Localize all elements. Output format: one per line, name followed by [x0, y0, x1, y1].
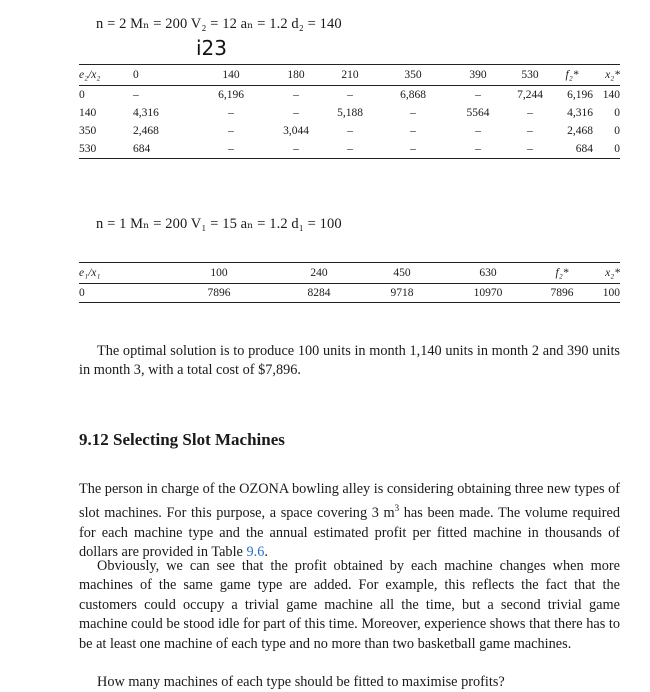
table-row — [79, 284, 620, 303]
f-star: 684 — [551, 140, 593, 159]
cell: – — [447, 140, 509, 159]
section-paragraph-3: How many machines of each type should be fitted to maximise profits? — [97, 674, 505, 690]
section-heading: 9.12 Selecting Slot Machines — [79, 430, 285, 449]
x-header: 0 — [133, 65, 191, 86]
cell: – — [347, 89, 353, 101]
row-e: 140 — [79, 107, 97, 119]
f-star-header: f₂* — [551, 65, 593, 86]
stage2-header-row — [79, 65, 620, 86]
cell: – — [410, 125, 416, 137]
cell: 10970 — [445, 284, 531, 303]
table-row — [79, 86, 620, 105]
f-star: 2,468 — [567, 125, 593, 137]
p1-mid: has been made. The volume required for each machine type and the annual estimated profit per fitted machine in thousands of dollars are provided in Table — [79, 505, 620, 560]
x-star: 0 — [593, 140, 620, 159]
table-reference-link[interactable]: 9.6 — [246, 543, 265, 560]
x-header: 240 — [279, 263, 359, 284]
cell: 9718 — [359, 284, 445, 303]
stage1-header-row — [79, 263, 620, 284]
table-row — [79, 122, 620, 140]
row-e: 0 — [79, 284, 159, 303]
cell: 7,244 — [517, 89, 543, 101]
cell: – — [379, 140, 447, 159]
cell: – — [475, 89, 481, 101]
row-e: 350 — [79, 125, 97, 137]
cell: – — [191, 140, 271, 159]
cell: – — [271, 140, 321, 159]
x-header: 100 — [159, 263, 279, 284]
section-paragraph-2: Obviously, we can see that the profit obtained by each machine changes when more machines of the same game type are added. For example, this reflects the fact that the customers could occupy a trivial game machine all the time, but a second trivial game machine could be stood idle for part of this time. Moreover, experience shows that there has to be at least one machine of each type and no more than two basketball game machines. — [79, 558, 620, 652]
cell: 684 — [133, 140, 191, 159]
x-star: 0 — [614, 107, 620, 119]
x-header: 210 — [321, 65, 379, 86]
cell: – — [321, 140, 379, 159]
row-e: 0 — [79, 89, 85, 101]
cell: – — [509, 140, 551, 159]
cell: 8284 — [279, 284, 359, 303]
cell: – — [293, 89, 299, 101]
cell: – — [228, 125, 234, 137]
cell: – — [133, 89, 139, 101]
conclusion-paragraph: The optimal solution is to produce 100 units in month 1,140 units in month 2 and 390 units in month 3, with a total cost of $7,896. — [79, 343, 620, 379]
x-header: 630 — [445, 263, 531, 284]
x-header: 450 — [359, 263, 445, 284]
table-row — [79, 140, 620, 159]
cell: 4,316 — [133, 107, 159, 119]
p1-end: . — [264, 543, 268, 560]
cell: 3,044 — [283, 125, 309, 137]
cell: – — [293, 107, 299, 119]
x-header: 530 — [509, 65, 551, 86]
p1-start: The person in charge of the OZONA bowling alley is considering obtaining three new types of slot machines. For this purpose, a space covering 3 m — [79, 481, 620, 522]
p1-superscript: 3 — [394, 503, 400, 514]
table-row — [79, 104, 620, 122]
f-star: 4,316 — [567, 107, 593, 119]
corner-label: e₁/x₁ — [79, 263, 159, 284]
cell: – — [228, 107, 234, 119]
stage1-equation: n = 1 Mₙ = 200 V₁ = 15 aₙ = 1.2 d₁ = 100 — [96, 216, 342, 232]
row-e: 530 — [79, 140, 133, 159]
cell: – — [347, 125, 353, 137]
x-star-header: x₂* — [593, 65, 620, 86]
x-header: 390 — [447, 65, 509, 86]
cell: 2,468 — [133, 125, 159, 137]
x-header: 350 — [379, 65, 447, 86]
x-star: 0 — [614, 125, 620, 137]
cell: – — [527, 125, 533, 137]
cell: 7896 — [159, 284, 279, 303]
cell: 5,188 — [337, 107, 363, 119]
cell: – — [527, 107, 533, 119]
stage2-table — [79, 64, 620, 159]
cell: 6,196 — [218, 89, 244, 101]
cell: – — [475, 125, 481, 137]
f-star-header: f₂* — [531, 263, 593, 284]
handwritten-note: i23 — [196, 36, 228, 60]
cell: – — [410, 107, 416, 119]
cell: 6,868 — [400, 89, 426, 101]
stage1-table — [79, 262, 620, 303]
f-star: 6,196 — [567, 89, 593, 101]
section-paragraph-1 — [79, 480, 620, 562]
x-star-header: x₂* — [593, 263, 620, 284]
x-star: 140 — [602, 89, 620, 101]
x-header: 180 — [271, 65, 321, 86]
x-header: 140 — [191, 65, 271, 86]
f-star: 7896 — [531, 284, 593, 303]
corner-label: e₂/x₂ — [79, 65, 133, 86]
stage2-equation: n = 2 Mₙ = 200 V₂ = 12 aₙ = 1.2 d₂ = 140 — [96, 16, 342, 32]
x-star: 100 — [593, 284, 620, 303]
cell: 5564 — [466, 107, 490, 119]
